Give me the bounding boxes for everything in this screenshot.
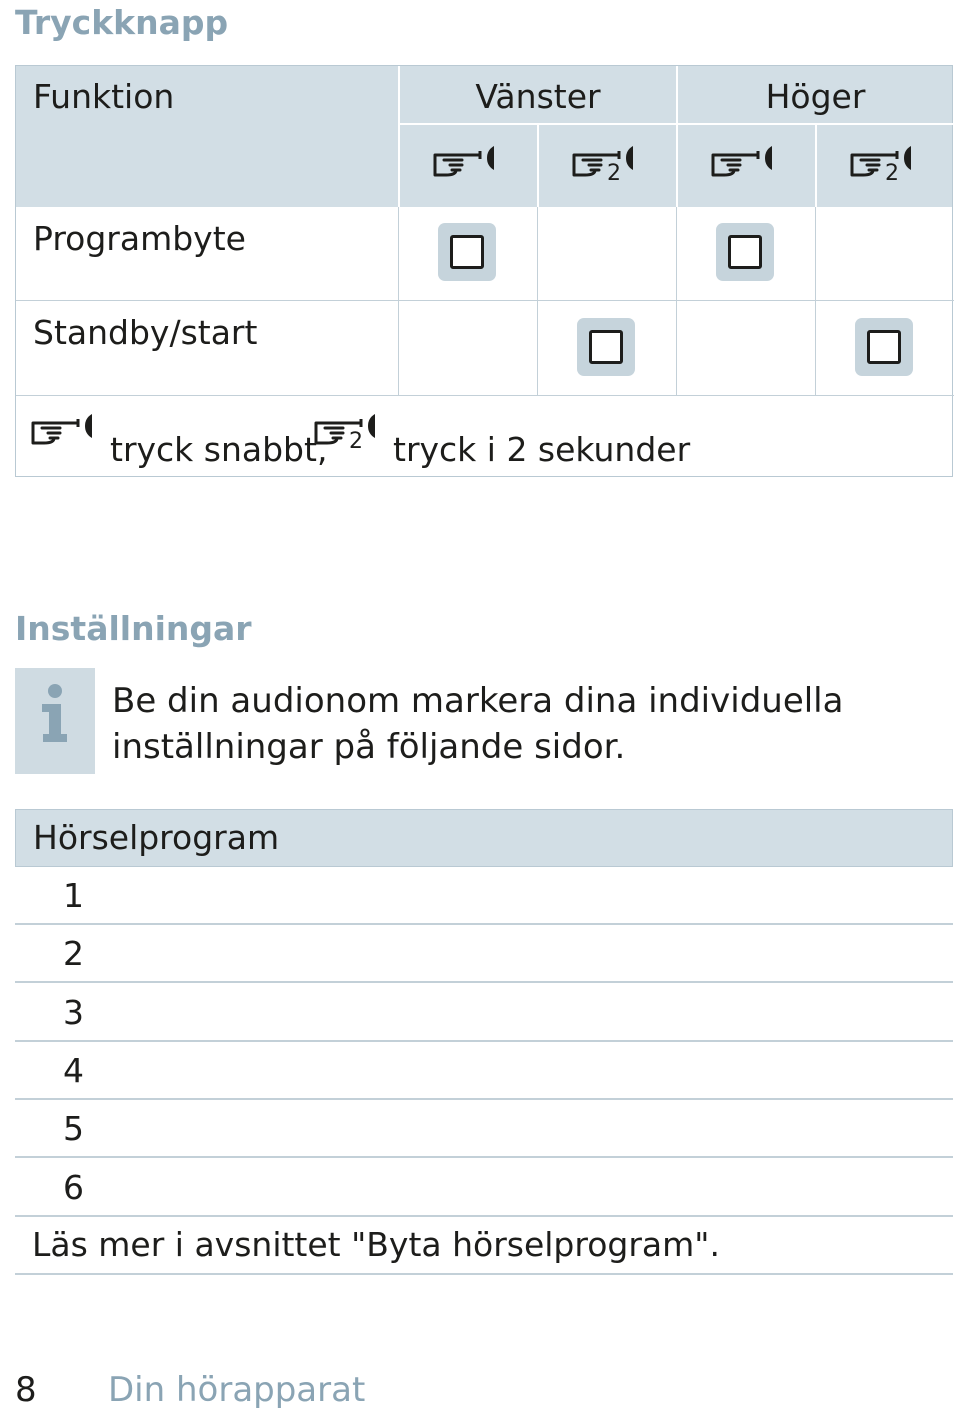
program-number: 3 xyxy=(63,993,84,1032)
press-short-icon xyxy=(710,142,782,182)
table-legend xyxy=(16,396,952,477)
list-item xyxy=(15,1159,953,1217)
info-line-1: Be din audionom markera dina individuella xyxy=(112,681,844,721)
press-short-icon xyxy=(30,410,102,450)
col-header-left: Vänster xyxy=(475,77,601,116)
checkbox-mark-programbyte-right-short xyxy=(716,223,774,281)
info-badge xyxy=(15,668,95,774)
press-long-icon xyxy=(849,142,921,182)
program-list-header xyxy=(15,809,953,867)
press-long-digit: 2 xyxy=(607,161,621,182)
list-item xyxy=(15,984,953,1042)
program-number: 1 xyxy=(63,876,84,915)
checkbox-mark-standby-left-long xyxy=(577,318,635,376)
program-number: 6 xyxy=(63,1168,84,1207)
button-function-table xyxy=(15,65,953,477)
col-header-function: Funktion xyxy=(33,77,175,116)
list-item xyxy=(15,925,953,983)
program-note-row xyxy=(15,1217,953,1275)
checkbox-mark-standby-right-long xyxy=(855,318,913,376)
press-long-digit: 2 xyxy=(885,161,899,182)
row-label-standby-start: Standby/start xyxy=(33,313,258,352)
press-short-icon xyxy=(432,142,504,182)
legend-short-text: tryck snabbt, xyxy=(110,430,328,469)
list-item xyxy=(15,867,953,925)
info-text xyxy=(112,678,932,770)
list-item xyxy=(15,1042,953,1100)
press-long-icon xyxy=(571,142,643,182)
section-title-installningar: Inställningar xyxy=(15,609,252,648)
row-label-programbyte: Programbyte xyxy=(33,219,246,258)
list-item xyxy=(15,1100,953,1158)
press-long-digit: 2 xyxy=(349,429,363,450)
program-number: 2 xyxy=(63,934,84,973)
press-long-icon xyxy=(313,410,385,450)
program-list-header-label: Hörselprogram xyxy=(33,818,280,857)
page-number: 8 xyxy=(15,1370,37,1410)
section-title-tryckknapp: Tryckknapp xyxy=(15,3,229,42)
legend-long-text: tryck i 2 sekunder xyxy=(393,430,691,469)
footer-title: Din hörapparat xyxy=(108,1370,366,1410)
program-number: 4 xyxy=(63,1051,84,1090)
checkbox-mark-programbyte-left-short xyxy=(438,223,496,281)
info-icon xyxy=(15,668,95,774)
program-note: Läs mer i avsnittet "Byta hörselprogram". xyxy=(32,1225,720,1264)
info-line-2: inställningar på följande sidor. xyxy=(112,727,626,767)
program-number: 5 xyxy=(63,1109,84,1148)
col-header-right: Höger xyxy=(765,77,866,116)
